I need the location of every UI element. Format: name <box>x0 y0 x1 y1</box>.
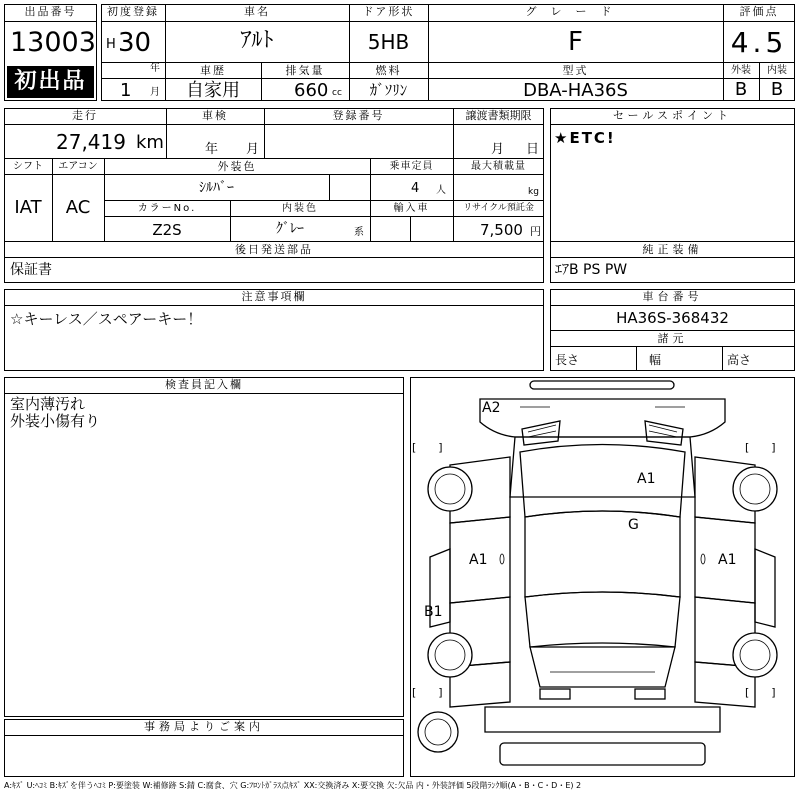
import-label: 輸入車 <box>393 203 430 214</box>
door-type: 5HB <box>367 30 410 54</box>
registration-label: 登録番号 <box>332 109 385 122</box>
chassis-label: 車台番号 <box>642 290 703 303</box>
office-label: 事務局よりご案内 <box>144 720 264 733</box>
bracket-top-right: [ ] <box>745 441 776 454</box>
door-label: ドア形状 <box>362 5 415 18</box>
shift: IAT <box>14 197 42 218</box>
damage-mark-g: G <box>628 517 639 533</box>
wheels <box>418 467 777 752</box>
car-name: ｱﾙﾄ <box>240 28 274 53</box>
ac-label: エアコン <box>58 161 98 172</box>
recycle-amount: 7,500 <box>480 221 523 239</box>
lot-label: 出品番号 <box>24 5 77 18</box>
score-label: 評価点 <box>739 5 779 18</box>
first-reg-label: 初度登録 <box>107 5 159 18</box>
transfer-day-unit: 日 <box>526 142 540 157</box>
ac: AC <box>65 197 91 218</box>
displacement-unit: cc <box>332 88 342 98</box>
int-color: ｸﾞﾚｰ <box>276 221 304 237</box>
insp-year-unit: 年 <box>205 142 219 157</box>
spec-height: 高さ <box>727 353 752 367</box>
score: 4.5 <box>730 26 788 59</box>
recycle-label: リサイクル預託金 <box>463 203 534 213</box>
capacity-label: 乗車定員 <box>389 161 434 172</box>
spec-width: 幅 <box>649 353 662 367</box>
bracket-bottom-left: [ ] <box>412 686 443 699</box>
spec-length: 長さ <box>555 353 580 367</box>
load-unit: kg <box>528 187 539 197</box>
transfer-label: 譲渡書類期限 <box>465 109 532 122</box>
damage-mark-a2: A2 <box>482 400 501 416</box>
ext-color: ｼﾙﾊﾞｰ <box>199 180 234 196</box>
later-parts-label: 後日発送部品 <box>235 243 313 256</box>
history-label: 車歴 <box>200 64 226 77</box>
damage-mark-b1: B1 <box>424 604 443 620</box>
damage-mark-roof-a1: A1 <box>637 471 656 487</box>
load-label: 最大積載量 <box>471 161 526 172</box>
ext-color-label: 外装色 <box>217 160 257 173</box>
inspection-label: 車検 <box>202 109 228 122</box>
sales-label: セールスポイント <box>612 109 732 122</box>
era: H <box>106 37 116 52</box>
year-unit: 年 <box>150 63 160 74</box>
notes-text: ☆キーレス／スペアーキー！ <box>10 310 203 328</box>
interior-label: 内装 <box>767 65 787 76</box>
displacement: 660 <box>294 80 329 101</box>
bracket-bottom-right: [ ] <box>745 686 776 699</box>
exterior-label: 外装 <box>731 65 751 76</box>
equipment: ｴｱB PS PW <box>555 262 628 278</box>
insp-month-unit: 月 <box>246 142 260 157</box>
car-diagram <box>410 377 795 777</box>
chassis-number: HA36S-368432 <box>616 309 729 327</box>
car-name-label: 車名 <box>244 5 270 18</box>
color-no-label: カラーNo. <box>137 203 197 214</box>
capacity: 4 <box>411 181 420 196</box>
mileage-unit: km <box>136 132 164 153</box>
first-listing-badge: 初出品 <box>7 66 94 98</box>
damage-mark-left-a1: A1 <box>469 552 488 568</box>
grade: F <box>568 27 583 57</box>
legend: A:ｷｽﾞ U:ﾍｺﾐ B:ｷｽﾞを伴うﾍｺﾐ P:要塗装 W:補修跡 S:錆 C:腐食、穴 G:ﾌﾛﾝﾄｶﾞﾗｽ点ｷｽﾞ XX:交換済み X:要交換 欠:欠品 内・外装評価 5段階ﾗﾝｸ順(A・B・C・D・E) 2 <box>4 781 582 790</box>
model: DBA-HA36S <box>523 80 628 101</box>
mileage-label: 走行 <box>72 109 98 122</box>
fuel-label: 燃料 <box>375 64 402 77</box>
reg-year: 30 <box>118 28 152 58</box>
interior-grade: B <box>770 79 784 100</box>
car-outline <box>430 381 775 765</box>
mileage: 27,419 <box>56 130 126 154</box>
history: 自家用 <box>186 80 240 101</box>
bracket-top-left: [ ] <box>412 441 443 454</box>
model-label: 型式 <box>562 64 589 77</box>
sales-text: ★ETC! <box>554 129 616 147</box>
notes-label: 注意事項欄 <box>241 290 307 303</box>
grade-label: グレード <box>525 5 626 18</box>
int-color-label: 内装色 <box>282 203 318 214</box>
month-unit: 月 <box>150 87 160 98</box>
shift-label: シフト <box>13 161 43 172</box>
lot-number: 13003 <box>10 27 96 58</box>
damage-mark-right-a1: A1 <box>718 552 737 568</box>
fuel: ｶﾞｿﾘﾝ <box>369 81 408 99</box>
inspector-line-2: 外装小傷有り <box>10 412 101 430</box>
equipment-label: 純正装備 <box>642 243 703 256</box>
int-color-unit: 系 <box>354 227 364 238</box>
inspector-line-1: 室内薄汚れ <box>10 395 86 413</box>
displacement-label: 排気量 <box>285 64 325 77</box>
reg-month: 1 <box>120 80 132 101</box>
spec-label: 諸元 <box>657 332 688 345</box>
exterior-grade: B <box>734 79 748 100</box>
color-no: Z2S <box>152 221 182 239</box>
inspector-label: 検査員記入欄 <box>165 378 243 391</box>
recycle-unit: 円 <box>530 225 541 238</box>
transfer-month-unit: 月 <box>491 142 505 157</box>
later-parts: 保証書 <box>10 262 52 278</box>
capacity-unit: 人 <box>436 185 446 196</box>
